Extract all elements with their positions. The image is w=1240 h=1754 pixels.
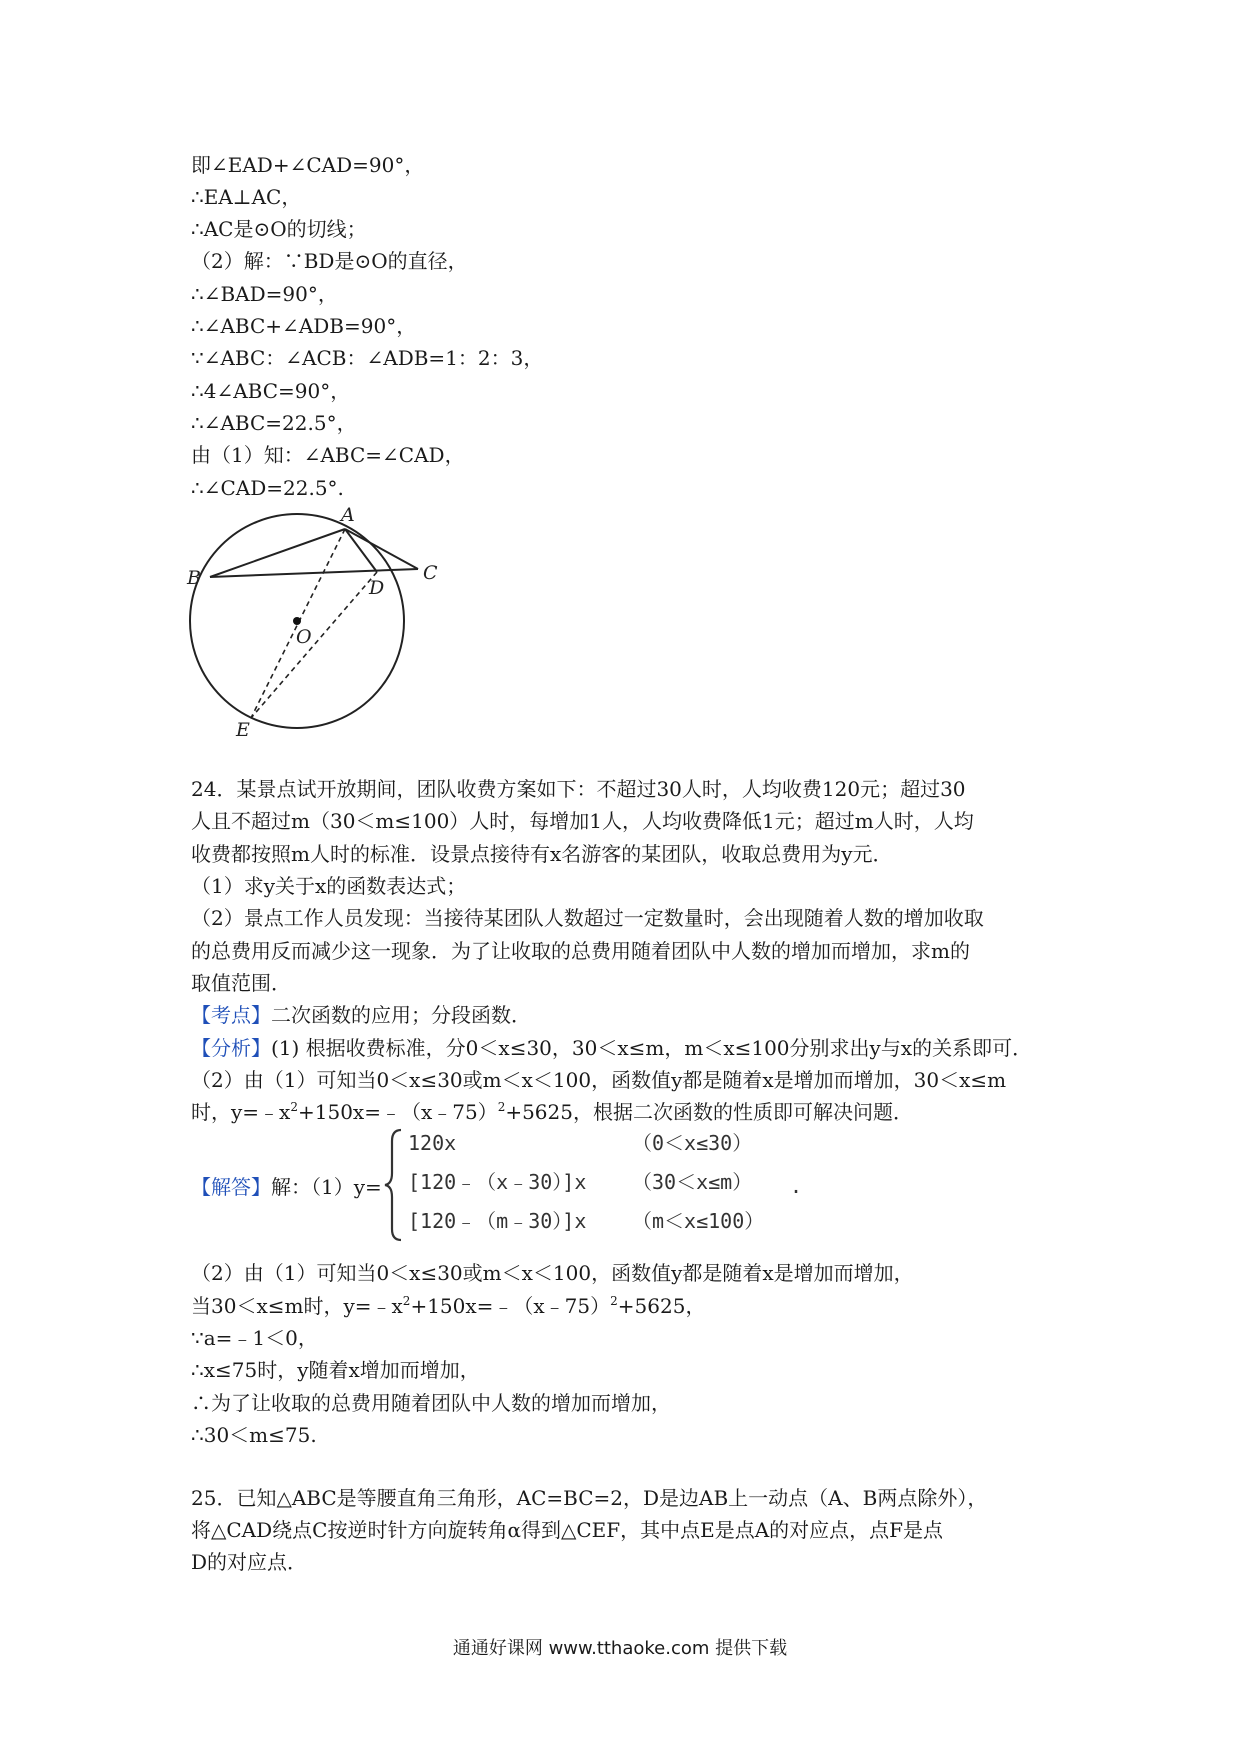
label-d: D [369,577,385,599]
answer-line: ∴为了让收取的总费用随着团队中人数的增加而增加， [191,1391,671,1415]
fenxi-text: (1) 根据收费标准，分0＜x≤30，30＜x≤m，m＜x≤100分别求出y与x的关系即可． [271,1036,1033,1060]
proof-line: 即∠EAD+∠CAD=90°， [191,153,425,177]
proof-line: ∴∠BAD=90°， [191,282,338,306]
piece-expr: 120x [408,1131,457,1155]
label-e: E [236,719,250,740]
superscript: 2 [290,1100,298,1114]
proof-line: ∴∠ABC=22.5°， [191,411,357,435]
page-footer: 通通好课网 www.tthaoke.com 提供下载 [452,1638,788,1659]
proof-line: 由（1）知：∠ABC=∠CAD， [191,443,465,467]
jieda-line [191,1174,382,1200]
proof-line: （2）解：∵BD是⊙O的直径， [191,249,468,273]
fenxi-text: 时，y=﹣x [191,1100,291,1124]
proof-line: ∵∠ABC：∠ACB：∠ADB=1：2：3， [191,346,544,370]
piece-expr: [120﹣（m﹣30）]x [408,1209,587,1233]
kaodian-line [191,1002,531,1028]
fenxi-line: （2）由（1）可知当0＜x≤30或m＜x＜100，函数值y都是随着x是增加而增加，30＜x≤m [191,1068,1007,1092]
fenxi-line [191,1035,1032,1061]
q25-line: 将△CAD绕点C按逆时针方向旋转角α得到△CEF，其中点E是点A的对应点，点F是点 [191,1518,944,1542]
piece-expr: [120﹣（x﹣30）]x [408,1170,587,1194]
proof-line: ∴4∠ABC=90°， [191,379,351,403]
answer-text: 当30＜x≤m时，y=﹣x [191,1294,403,1318]
fenxi-line [191,1099,913,1125]
superscript: 2 [610,1294,618,1308]
label-o: O [296,626,312,648]
answer-text: +5625， [617,1294,706,1318]
q24-stem-line: （1）求y关于x的函数表达式； [191,874,467,898]
segment-ac [345,529,418,569]
q25-line: 25．已知△ABC是等腰直角三角形，AC=BC=2，D是边AB上一动点（A、B两点除外）， [191,1486,988,1510]
fenxi-tag: 【分析】 [191,1036,271,1060]
label-a: A [341,504,355,526]
superscript: 2 [497,1100,506,1114]
segment-de-dashed [251,572,377,718]
answer-line: ∴x≤75时，y随着x增加而增加， [191,1358,480,1382]
answer-line: ∴30＜m≤75. [191,1423,317,1447]
answer-line [191,1293,705,1319]
label-c: C [423,562,438,584]
answer-line: ∵a=﹣1＜0， [191,1326,318,1350]
q25-line: D的对应点． [191,1550,308,1574]
proof-line: ∴∠CAD=22.5°. [191,476,344,500]
fenxi-text: +5625，根据二次函数的性质即可解决问题． [505,1100,913,1124]
kaodian-tag: 【考点】 [191,1003,271,1027]
jieda-tag: 【解答】 [191,1175,271,1199]
piece-cond: （m＜x≤100） [632,1209,765,1233]
q24-stem-line: （2）景点工作人员发现：当接待某团队人数超过一定数量时，会出现随着人数的增加收取 [191,906,984,930]
kaodian-text: 二次函数的应用；分段函数． [271,1003,531,1027]
answer-line: （2）由（1）可知当0＜x≤30或m＜x＜100，函数值y都是随着x是增加而增加， [191,1261,914,1285]
q24-stem-line: 取值范围． [191,971,291,995]
proof-line: ∴AC是⊙O的切线； [191,217,367,241]
piece-end: . [790,1174,803,1198]
q24-stem-line: 收费都按照m人时的标准．设景点接待有x名游客的某团队，收取总费用为y元． [191,842,893,866]
q24-stem-line: 24．某景点试开放期间，团队收费方案如下：不超过30人时，人均收费120元；超过30 [191,777,966,801]
answer-text: +150x=﹣（x﹣75） [410,1294,611,1318]
circle-figure [180,500,460,740]
jieda-lead: 解：（1）y= [271,1175,382,1199]
center-point [293,617,301,625]
superscript: 2 [402,1294,411,1308]
label-b: B [187,567,201,589]
fenxi-text: +150x=﹣（x﹣75） [297,1100,498,1124]
brace-icon [383,1127,405,1243]
q24-stem-line: 人且不超过m（30＜m≤100）人时，每增加1人，人均收费降低1元；超过m人时，人均 [191,809,974,833]
segment-bc [210,569,418,577]
proof-line: ∴∠ABC+∠ADB=90°， [191,314,417,338]
q24-stem-line: 的总费用反而减少这一现象．为了让收取的总费用随着团队中人数的增加而增加，求m的 [191,939,970,963]
piece-cond: （30＜x≤m） [632,1170,753,1194]
proof-line: ∴EA⊥AC， [191,185,302,209]
piece-cond: （0＜x≤30） [632,1131,753,1155]
